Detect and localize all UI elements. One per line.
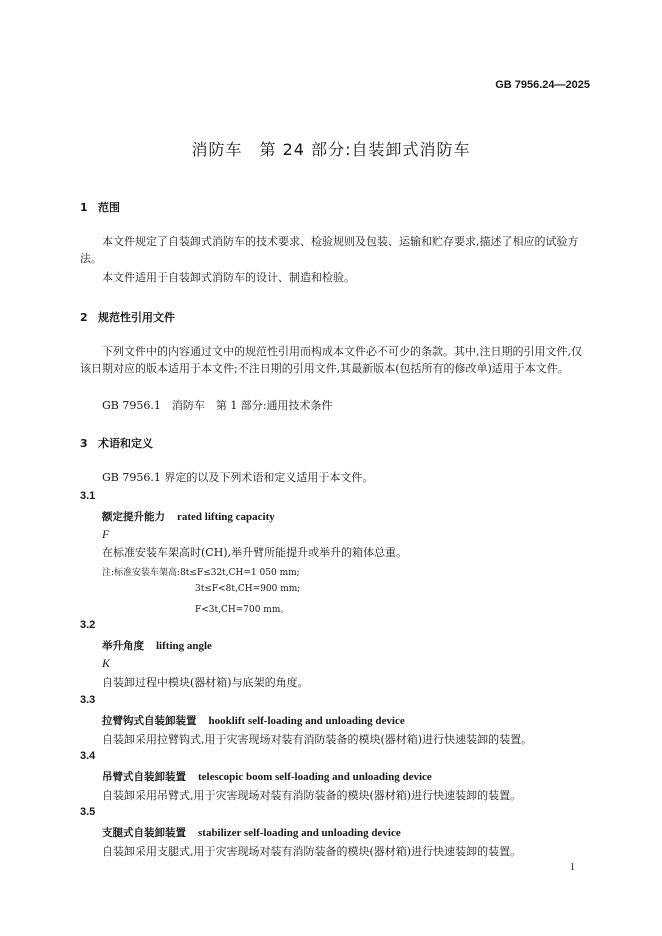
term-heading <box>102 509 275 524</box>
term-definition: 在标准安装车架高时(CH),举升臂所能提升或举升的箱体总重。 <box>102 546 408 559</box>
term-heading <box>102 769 432 784</box>
section-number: 2 <box>80 311 88 324</box>
term-note-line: 3t≤F<8t,CH=900 mm; <box>195 584 301 594</box>
section-2-paragraph-1: 下列文件中的内容通过文中的规范性引用而构成本文件必不可少的条款。其中,注日期的引用文件,仅该日期对应的版本适用于本文件;不注日期的引用文件,其最新版本(包括所有的修改单)适用于本文件。 <box>80 345 582 375</box>
term-number: 3.5 <box>80 806 96 818</box>
normative-reference: GB 7956.1 消防车 第 1 部分:通用技术条件 <box>102 399 333 412</box>
term-zh: 吊臂式自装卸装置 <box>102 771 186 783</box>
term-note-line: F<3t,CH=700 mm。 <box>195 605 290 615</box>
term-en: telescopic boom self-loading and unloading device <box>198 771 432 783</box>
section-number: 1 <box>80 201 88 214</box>
term-number: 3.2 <box>80 619 96 631</box>
term-heading <box>102 825 401 840</box>
term-definition: 自装卸过程中模块(器材箱)与底架的角度。 <box>102 676 309 689</box>
term-zh: 支腿式自装卸装置 <box>102 827 186 839</box>
term-en: lifting angle <box>156 640 212 652</box>
term-note-line: 注:标准安装车架高:8t≤F≤32t,CH=1 050 mm; <box>102 568 300 578</box>
term-heading <box>102 638 212 653</box>
term-symbol: K <box>102 656 111 670</box>
term-zh: 拉臂钩式自装卸装置 <box>102 715 197 727</box>
term-en: hooklift self-loading and unloading device <box>208 715 405 727</box>
section-3-intro: GB 7956.1 界定的以及下列术语和定义适用于本文件。 <box>102 471 374 484</box>
section-1-paragraph-2: 本文件适用于自装卸式消防车的设计、制造和检验。 <box>102 271 355 284</box>
section-title: 术语和定义 <box>98 437 153 450</box>
section-1-heading <box>80 199 120 215</box>
term-en: rated lifting capacity <box>177 511 275 523</box>
term-number: 3.3 <box>80 694 96 706</box>
section-1-paragraph-1: 本文件规定了自装卸式消防车的技术要求、检验规则及包装、运输和贮存要求,描述了相应的试验方法。 <box>80 235 579 265</box>
term-definition: 自装卸采用拉臂钩式,用于灾害现场对装有消防装备的模块(器材箱)进行快速装卸的装置。 <box>102 733 533 746</box>
section-title: 规范性引用文件 <box>98 311 175 324</box>
section-3-heading <box>80 435 153 451</box>
term-zh: 举升角度 <box>102 640 144 652</box>
term-definition: 自装卸采用吊臂式,用于灾害现场对装有消防装备的模块(器材箱)进行快速装卸的装置。 <box>102 789 522 802</box>
term-symbol: F <box>102 527 110 541</box>
section-2-heading <box>80 309 175 325</box>
term-heading <box>102 713 405 728</box>
term-definition: 自装卸采用支腿式,用于灾害现场对装有消防装备的模块(器材箱)进行快速装卸的装置。 <box>102 845 522 858</box>
section-number: 3 <box>80 437 88 450</box>
page-title: 消防车 第 24 部分:自装卸式消防车 <box>191 140 471 159</box>
section-title: 范围 <box>98 201 120 214</box>
page-number: 1 <box>570 862 575 873</box>
term-en: stabilizer self-loading and unloading device <box>198 827 401 839</box>
term-number: 3.1 <box>80 490 96 502</box>
term-zh: 额定提升能力 <box>102 511 165 523</box>
term-number: 3.4 <box>80 750 96 762</box>
document-id: GB 7956.24—2025 <box>495 79 590 91</box>
